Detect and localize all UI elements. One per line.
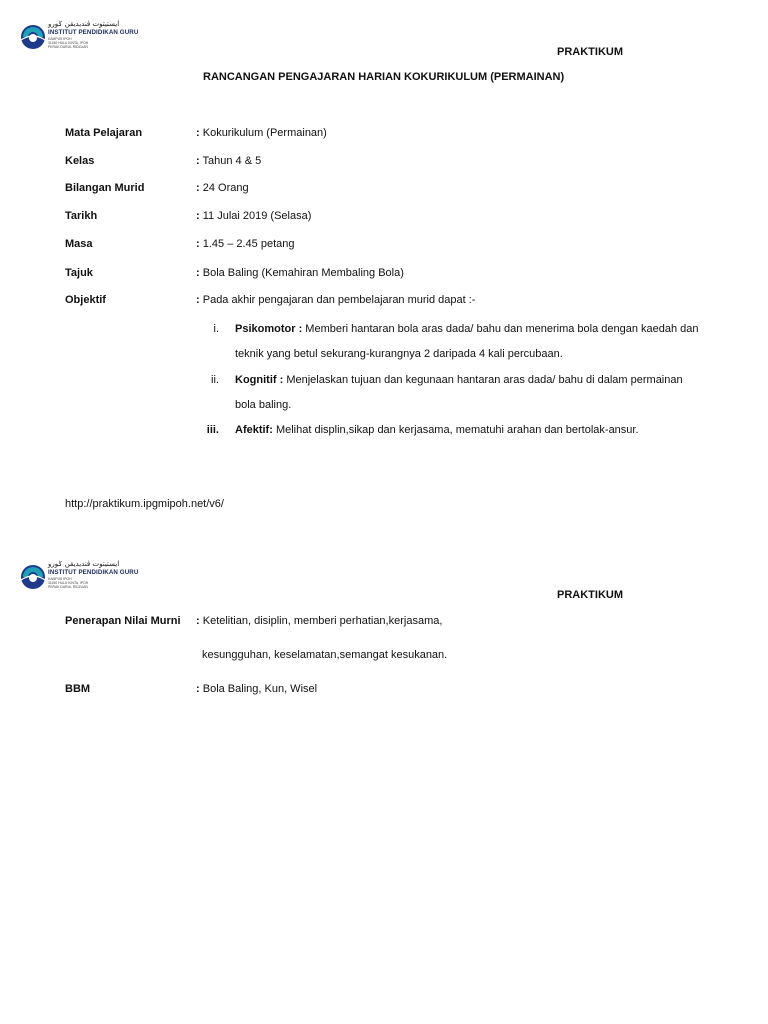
objective-1-line1: Psikomotor : Memberi hantaran bola aras dada/ bahu dan menerima bola dengan kaedah dan xyxy=(235,323,699,335)
logo-institute-name: INSTITUT PENDIDIKAN GURU xyxy=(48,29,139,36)
field-label-tarikh: Tarikh xyxy=(65,210,98,222)
field-value-masa: : 1.45 – 2.45 petang xyxy=(196,238,295,250)
page2-header-praktikum-label: PRAKTIKUM xyxy=(557,589,623,601)
document-title: RANCANGAN PENGAJARAN HARIAN KOKURIKULUM (PERMAINAN) xyxy=(203,71,565,83)
field-value-bbm: : Bola Baling, Kun, Wisel xyxy=(196,683,318,695)
objective-2-line2: bola baling. xyxy=(235,399,292,411)
field-value-bilangan-murid: : 24 Orang xyxy=(196,182,249,194)
institute-logo xyxy=(20,20,139,54)
field-label-mata-pelajaran: Mata Pelajaran xyxy=(65,127,143,139)
institute-emblem-icon xyxy=(20,24,46,50)
objective-number-1: i. xyxy=(213,323,219,335)
footer-url-link[interactable]: http://praktikum.ipgmipoh.net/v6/ xyxy=(65,498,224,510)
logo-address: KAMPUS IPOH 31150 HULU KINTA, IPOH PERAK DARUL RIDZUAN xyxy=(48,577,89,589)
logo-institute-name: INSTITUT PENDIDIKAN GURU xyxy=(48,569,139,576)
field-value-tarikh: : 11 Julai 2019 (Selasa) xyxy=(196,210,312,222)
logo-jawi-text: ايستيتوت ڤنديديقن ݢورو xyxy=(48,20,120,28)
field-label-objektif: Objektif xyxy=(65,294,106,306)
field-value-mata-pelajaran: : Kokurikulum (Permainan) xyxy=(196,127,327,139)
field-value-kelas: : Tahun 4 & 5 xyxy=(196,155,262,167)
logo-jawi-text: ايستيتوت ڤنديديقن ݢورو xyxy=(48,560,120,568)
objective-1-line2: teknik yang betul sekurang-kurangnya 2 daripada 4 kali percubaan. xyxy=(235,348,563,360)
field-label-masa: Masa xyxy=(65,238,93,250)
field-label-bbm: BBM xyxy=(65,683,91,695)
field-value-tajuk: : Bola Baling (Kemahiran Membaling Bola) xyxy=(196,267,404,279)
objective-number-3: iii. xyxy=(206,424,219,436)
header-praktikum-label: PRAKTIKUM xyxy=(557,46,623,58)
field-value-penerapan-nilai-murni: : Ketelitian, disiplin, memberi perhatian,kerjasama, xyxy=(196,615,443,627)
field-label-bilangan-murid: Bilangan Murid xyxy=(65,182,145,194)
institute-emblem-icon xyxy=(20,564,46,590)
institute-logo-page2 xyxy=(20,560,139,594)
field-label-penerapan-nilai-murni: Penerapan Nilai Murni xyxy=(65,615,181,627)
field-label-kelas: Kelas xyxy=(65,155,95,167)
field-label-tajuk: Tajuk xyxy=(65,267,93,279)
logo-address: KAMPUS IPOH 31150 HULU KINTA, IPOH PERAK DARUL RIDZUAN xyxy=(48,37,89,49)
field-value-objektif: : Pada akhir pengajaran dan pembelajaran murid dapat :- xyxy=(196,294,476,306)
objective-3-line1: Afektif: Melihat displin,sikap dan kerjasama, mematuhi arahan dan bertolak-ansur. xyxy=(235,424,639,436)
objective-2-line1: Kognitif : Menjelaskan tujuan dan kegunaan hantaran aras dada/ bahu di dalam permainan xyxy=(235,374,683,386)
objective-number-2: ii. xyxy=(211,374,219,386)
field-value-penerapan-nilai-murni-line2: kesungguhan, keselamatan,semangat kesukanan. xyxy=(202,649,448,661)
